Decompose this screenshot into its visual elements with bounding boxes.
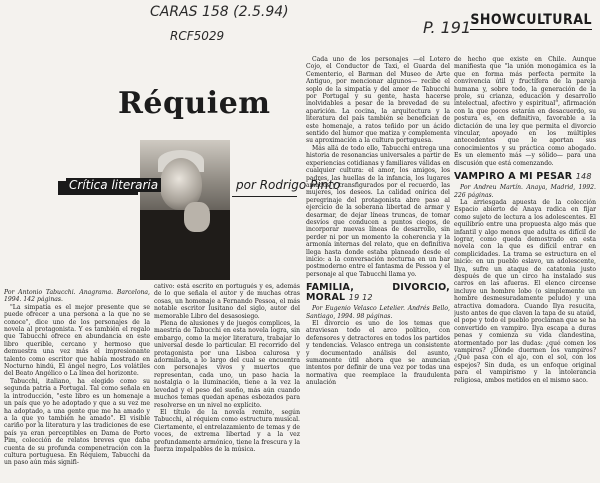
byline: por Rodrigo Pinto xyxy=(236,178,341,192)
paragraph: "La simpatía es el mejor presente que se puede ofrecer a una persona a la que no se conoce", dice uno de los personajes de la novela al protagonista. Y es también el regalo que Tabucchi ofrece en abundancia en este libro querible, cercano y hermoso que demuestra una vez más el impresionante talento como escritor que había mostrado en Nocturno hindú, El ángel negro, Los volátiles del Beato Angélico o La línea del horizonte. xyxy=(4,303,150,378)
book-credit: Por Eugenio Velasco Letelier. Andrés Bello, Santiago, 1994. 98 páginas. xyxy=(306,305,450,320)
byline-underline xyxy=(232,196,297,197)
paragraph: Tabucchi, italiano, ha elegido como su segunda patria a Portugal. Tal como señala en la introducción, "este libro es un homenaje a un país que yo he adoptado y que a su vez me ha adoptado, a una gente que me ha amado y a la que yo también he amado". El visible cariño por la literatura y las tradiciones de ese país ya eran perceptibles en Dama de Porto Pim, colección de relatos breves que daba cuenta de su profunda compenetración con la cultura portuguesa. En Réquiem, Tabucchi da un paso aún más signifi- xyxy=(4,377,150,467)
paragraph: cativo: está escrito en portugués y es, además de lo que señala el autor y de muchas otras cosas, un homenaje a Fernando Pessoa, el más notable escritor lusitano del siglo, autor del memorable Libro del desasosiego. xyxy=(154,283,300,320)
section-label: SHOWCULTURAL xyxy=(470,12,592,28)
paragraph: El divorcio es uno de los temas que atraviesan todo el arco político, con defensores y detractores en todos los partidos y tendencias. Velasco entrega un consistente y documentado análisis del asunto, sumamente útil ahora que se anuncian intentos por definir de una vez por todas una normativa que reemplace la fraudulenta anulación xyxy=(306,320,450,387)
paragraph: La arriesgada apuesta de la colección Espacio abierto de Anaya radica en fijar como sujeto de lectura a los adolescentes. El equilibrio entre una propuesta algo más que infantil y algo menos que adulta es difícil de lograr, como queda demostrado en esta novela con la que es difícil entrar en complicidades. La trama se estructura en el inicio: en un pueblo eslavo, un adolescente, Ilya, sufre un ataque de catatonia justo después de que un circo ha instalado sus carros en las afueras. El elenco circense incluye un hombre lobo (o simplemente un hombre desmesuradamente peludo) y una atractiva domadora. Cuando Ilya resucita, justo antes de que claven la tapa de su ataúd, el pope y todo el pueblo proclaman que se ha convertido en vampiro. Ilya escapa a duras penas y comienza su vida clandestina, atormentado por las dudas: ¿qué comen los vampiros? ¿Dónde duermen los vampiros? ¿Qué pasa con el ajo, con el sol, con los espejos? Sin duda, es un enfoque original para el vampirismo y la intolerancia religiosa, ambos metidos en el mismo saco. xyxy=(454,198,596,384)
category-label: Crítica literaria xyxy=(66,178,161,192)
paragraph: Más allá de todo ello, Tabucchi entrega una historia de resonancias universales a partir de experiencias cotidianas y familiares válidas en cualquier cultura: el amor, los amigos, los padres, las huellas de la infancia, los lugares amados y transfigurados por el recuerdo, las mujeres, los deseos. La calidad onírica del peregrinaje del protagonista abre paso al ejercicio de la soberana libertad de armar y desarmar, de dejar líneas truncas, de tomar desvíos que conducen a puntos ciegos, de incorporar nuevas líneas de desarrollo, sin perder ni por un momento la coherencia y la armonía internas del relato, que en definitiva llega hasta donde estaba planeado desde el inicio: a la conversación nocturna en un bar postmoderno entre el fantasma de Pessoa y el personaje al que Tabucchi llama yo. xyxy=(306,144,450,278)
article-title: Réquiem xyxy=(118,86,271,121)
column-1 xyxy=(4,289,150,481)
handwritten-note: 19 12 xyxy=(348,293,373,303)
handwritten-code-note: RCF5029 xyxy=(170,29,225,43)
paragraph: Plena de alusiones y de juegos complices, la maestría de Tabucchi en esta novela logra, sin embargo, como la mejor literatura, trabajar lo universal desde lo particular. El recorrido del protagonista por una Lisboa calurosa y adormilada, a lo largo del cual se encuentra con personajes vivos y muertos que representan, cada uno, un paso hacia la nostalgia o la iluminación, tiene a la vez la levedad y el peso del sueño, más aún cuando muchos temas quedan apenas esbozados para resolverse en un nivel no explícito. xyxy=(154,320,300,409)
review-heading: FAMILIA, DIVORCIO, MORAL 19 12 xyxy=(306,282,450,304)
book-credit: Por Andreu Martín. Anaya, Madrid, 1992. 226 páginas. xyxy=(454,184,596,199)
handwritten-page-note: P. 191 xyxy=(423,18,472,37)
handwritten-source-note: CARAS 158 (2.5.94) xyxy=(150,4,289,20)
author-photo xyxy=(140,140,230,280)
book-credit: Por Antonio Tabucchi. Anagrama. Barcelona, 1994. 142 páginas. xyxy=(4,289,150,304)
paragraph: El título de la novela remite, según Tabucchi, al réquiem como estructura musical. Ciertamente, el entrelazamiento de temas y de voces, de extrema libertad y a la vez profundamente armónico, tiene la frescura y la fuerza impalpables de la música. xyxy=(154,408,300,453)
paragraph: Cada uno de los personajes —el Lotero Cojo, el Conductor de Taxi, el Guarda del Cementerio, el Barman del Museo de Arte Antiguo, por mencionar algunos— recibe el soplo de la simpatía y del amor de Tabucchi por Portugal y su gente, hasta hacerse inolvidables a pesar de la brevedad de su aparición. La cocina, la arquitectura y la literatura del país también se benefician de este homenaje, a ratos teñido por un ácido sentido del humor que matiza y complementa su aproximación a la cultura portuguesa. xyxy=(306,56,450,145)
column-4 xyxy=(454,56,596,481)
review-heading: VAMPIRO A MI PESAR 148 xyxy=(454,171,592,183)
column-2 xyxy=(154,283,300,481)
paragraph: de hecho que existe en Chile. Aunque manifiesta que "la unión monogámica es la que en forma más perfecta permite la convivencia útil y fructífera de la pareja humana y, sobre todo, la generación de la prole, su crianza, educación y desarrollo intelectual, afectivo y espiritual", afirmación con la que pocos estarán en desacuerdo, su postura es, en definitiva, favorable a la dictación de una ley que permita el divorcio vincular, apoyado en los múltiples antecedentes que le aportan sus conocimientos y su práctica como abogado. Es un elemento más —y sólido— para una discusión que está comenzando. xyxy=(454,56,596,167)
handwritten-note: 148 xyxy=(575,172,592,182)
column-3 xyxy=(306,56,450,481)
